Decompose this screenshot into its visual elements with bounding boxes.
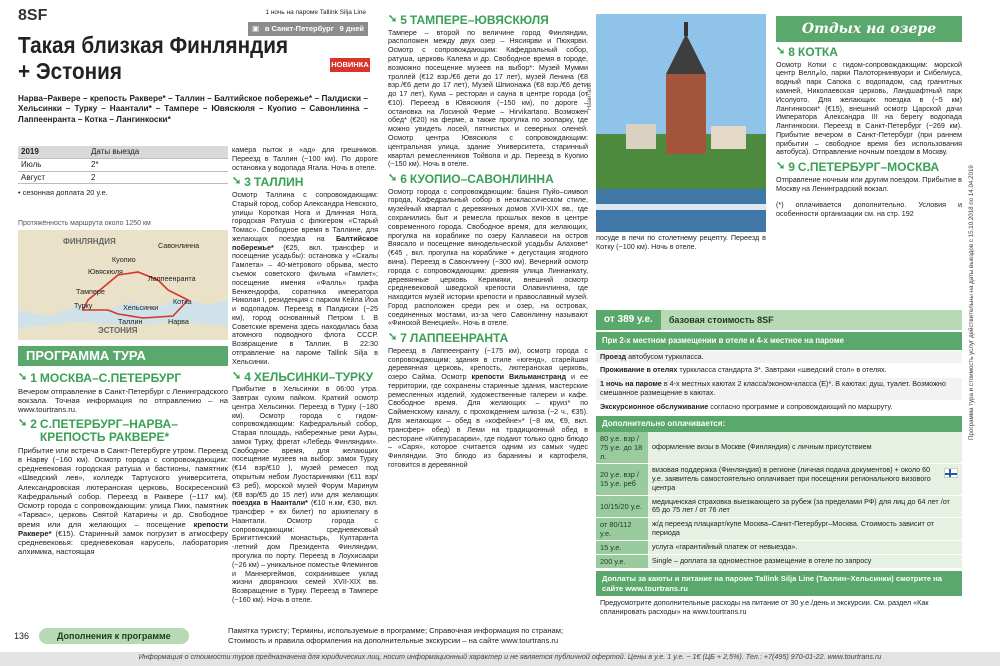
- disclaimer: Информация о стоимости туров предназначена для юридических лиц, носит информационный характер и не является публичной офертой. Цены в у.е. 1 у.е. ~ 1€ (ЦБ + 2,5%). Тел.: +7(495) 970-01-22. www.tourtrans.ru: [138, 652, 882, 661]
- price-bar: [596, 310, 962, 330]
- day-7-heading: [388, 332, 588, 345]
- day-title: КОТКА: [797, 45, 838, 59]
- included-row: [596, 364, 962, 378]
- extra-row: [596, 432, 962, 464]
- extra-desc: медицинская страховка выезжающего за рубеж (за пределами РФ) для лиц до 64 лет /от 65 до 75 лет / от 76 лет: [648, 495, 962, 518]
- map-city: Турку: [74, 301, 93, 310]
- route-length: Протяжённость маршрута около 1250 км: [18, 220, 151, 227]
- arrow-icon: ➘: [18, 371, 28, 383]
- footer-left: [14, 626, 214, 646]
- day-title: С.ПЕТЕРБУРГ–НАРВА–КРЕПОСТЬ РАКВЕРЕ*: [39, 417, 178, 444]
- extra-table: [596, 432, 962, 569]
- addons-link[interactable]: Дополнения к программе: [39, 628, 189, 645]
- map-city: Тампере: [76, 287, 105, 296]
- day-num: 1: [30, 371, 37, 385]
- day-1-heading: [18, 372, 228, 385]
- start-label: в Санкт-Петербург: [264, 24, 334, 33]
- extra-desc: [648, 464, 962, 495]
- day-num: 6: [400, 172, 407, 187]
- tour-code: 8SF: [18, 7, 48, 24]
- map-city: Куопио: [112, 255, 136, 264]
- extra-desc-text: визовая поддержка (Финляндия) в регионе (личная подача документов) + около 60 у.е. заявитель самостоятельно оплачивает при посещении регионального визового центра: [652, 465, 931, 492]
- map-finland: ФИНЛЯНДИЯ: [63, 237, 116, 246]
- day-4-text: [232, 385, 378, 605]
- ferry-note: 1 ночь на пароме Tallink Silja Line: [265, 9, 366, 16]
- day-num: 8: [788, 45, 795, 59]
- day-8-text: Осмотр Котки с гидом-сопровождающим: морской центр Веллامо, парки Палоторнинвуори и Сибелиуса, водный парк Сапока с водопадом, сад гранитных камней, Николаевская церковь, Ландшафтный парк Исолуото. Для желающих поездка в (~5 км) Лангинкоски* (€15), внешний осмотр Царской дачи Императора Александра III на берегу водопада Лангинкоски. Переезд в Санкт-Петербург (~269 км). Прибытие вечером в Санкт-Петербург (при раннем прибытии – свободное время без использования автобуса). Отправление ночным поездом в Москву.: [776, 59, 962, 157]
- extra-price: 200 у.е.: [596, 555, 648, 569]
- price-base-label: базовая стоимость 8SF: [668, 314, 774, 325]
- included-row: [596, 400, 962, 414]
- program-title: ПРОГРАММА ТУРА: [18, 346, 228, 366]
- day-6-text: Осмотр города с сопровождающим: башня Пуйо–символ города, Кафедральный собор в неоклассическом стиле, музейный квартал с деревянных домов XVII-XIX вв., где сохранились быт и ремесла прошлых веков в центре современного города. Свободное время, для желающих, прогулка на кораблике по озеру Каллавеси на остров Вяясало и посещение винодельческой усадьбы Алахове* (€45 , вкл. прогулка на кораблике + дегустация ягодного вина). Переезд в Савонлинну (~300 км). Вечерний осмотр города с сопровождающим: древняя улица Линнанкату, деревянные церковь Керимяки, внешний осмотр средневековой шведской крепости Олавинлинна, где находится музей истории крепости и православный музей. Город расположен среди рек и озер, на островах, соединенных мостами, из-за чего Савонлинну называют «Финской Венецией». Ночь в отеле.: [388, 186, 588, 328]
- title-line-1: Такая близкая Финляндия: [18, 32, 289, 58]
- title-line-2: + Эстония: [18, 58, 122, 85]
- price-from: от 389 у.е.: [596, 310, 661, 330]
- day-3-heading: [232, 176, 378, 189]
- row-value: согласно программе и сопровождающий по маршруту.: [710, 401, 893, 411]
- day-num: 9: [788, 160, 795, 175]
- paid-note: (*) оплачивается дополнительно. Условия и особенности организации см. на стр. 192: [776, 200, 962, 219]
- text: Прибытие в Хельсинки в 06:00 утра. Завтрак сухим пайком. Краткий осмотр центра Хельсинки. Переезд в Турку (~180 км). Осмотр города с гидом-сопровождающим: Кафедральный собор, Старая площадь, набережные реки Ауры, замок Турку, фрегат «Лебедь Финляндии». Свободное время, для желающих посещение музеев на выбор: замок Турку (€14 взр/€10 ), музей ремесел под открытым небом Луостаринмяки (€11 взр/€3 реб), морской музей Форум Маринум (€8 взр/€5 до 15 лет) или для желающих: [232, 384, 378, 499]
- day-num: 5: [400, 13, 407, 27]
- day-num: 2: [30, 417, 37, 432]
- text-bold: поездка в Наантали*: [232, 498, 308, 508]
- arrow-icon: ➘: [388, 13, 398, 25]
- day-4-heading: [232, 371, 378, 384]
- arrow-icon: ➘: [388, 172, 398, 185]
- extra-desc: услуга «гарантийный платеж от невыезда».: [648, 541, 962, 555]
- day-2-text: [18, 446, 228, 557]
- page-number: 136: [14, 630, 30, 641]
- map-city: Котка: [173, 297, 192, 306]
- day-1-text: Вечером отправление в Санкт-Петербург с Ленинградского вокзала. Точная информация по отправлению – на www.tourtrans.ru.: [18, 386, 228, 415]
- day-title: ТАЛЛИН: [253, 175, 304, 190]
- day-5-text: Тампере – второй по величине город Финляндии, расположен между двух озер – Нясиярви и Пюхярви. Осмотр с сопровождающим: Кафедральный собор, ратуша, церковь Калева и др. Свободное время в городе, возможно посещение музеев на выбор*: Музей Мумми троллей (€12 взр./€6 дети до 17 лет), музей Ленина (€8 взр./€6 дети до 17 лет), Музей Шпионажа (€8 взр./€6 дети до 17 лет), Кума – ресторан и сауна в центре города (от €10). Переезд в Ювяскюля (~150 км), по дороге – остановка на Лосиной Ферме – Hirvikartano. Возможен обед* (€20) на ферме, а также прогулка по зоопарку, где можно увидеть лосей, пятнистых и северных оленей. Осмотр центра Ювяскюля с сопровождающим: центральная улица, здание Университета, старинный квартал ремесленников Тойвола и др. Переезд в Куопио (~150 км). Ночь в отеле.: [388, 27, 588, 169]
- included-row: [596, 351, 962, 364]
- row-value: в 4-х местных каютах 2 класса/эконом-класса (E)*. В каютах: душ, туалет. Возможно смешанное размещение в каютах.: [600, 379, 946, 397]
- text: Осмотр Таллина с сопровождающим: Старый город, собор Александра Невского, улицы Короткая Нога и Длинная Нога, городская Ратуша с флюгером «Старый Томас». Свободное время в Таллине, для желающих поездка на: [232, 189, 378, 243]
- text-bold: крепости Раквере*: [18, 519, 228, 538]
- row-key: Экскурсионное обслуживание: [600, 401, 709, 411]
- text: (€15). Старинный замок погрузит в атмосферу средневековья: средневековая карусель, лаборатория алхимика, настоящая: [18, 528, 228, 557]
- extra-price: 10/15/20 у.е.: [596, 495, 648, 518]
- row-value: автобусом турккласса.: [628, 351, 704, 361]
- extra-price: 15 у.е.: [596, 541, 648, 555]
- day-9-text: Отправление ночным или другим поездом. Прибытие в Москву на Ленинградский вокзал.: [776, 174, 962, 193]
- arrow-icon: ➘: [232, 175, 242, 188]
- dates-col-label: Даты выезда: [88, 146, 228, 158]
- included-table: [596, 351, 962, 415]
- tour-title: [18, 32, 306, 85]
- route-map: [18, 230, 228, 340]
- extra-row: [596, 464, 962, 495]
- dates-month: Июль: [18, 158, 88, 171]
- text: (€25, вкл. трансфер и посещение усадьбы): остановка у «Скалы Гамлета» – 40-метрового обрыва, место съемок советского фильма «Гамлет»; посещение имения «Фалль» графа Бенкендорфа, соратника императора Николая I, резиденция с парком Кейла Йоа и водопадом. Переезд в Палдиски (~25 км), город основанный Петром I. В Советские времена здесь находилась база атомного подводного флота СССР. Возвращение в Таллин. В 22:30 отправление на пароме Tallink Silja в Хельсинки.: [232, 242, 378, 366]
- season-note-text: сезонная доплата 20 у.е.: [22, 188, 108, 198]
- day-7-continued: посуде в печи по столетнему рецепту. Переезд в Котку (~100 км). Ночь в отеле.: [596, 233, 766, 251]
- extra-price: 20 у.е. взр / 15 у.е. реб: [596, 464, 648, 495]
- text: и ее территории, где сохранены старинные здания, мастерские ремесленных изделий, художественные галереи и кафе. Свободное время. Для желающих – круиз* по Сайменскому каналу, с прохождением шлюза (~2 ч., €35). Для желающих – обед в «кофейне»* (~8 км, €9, вкл. трансфер+ обед) в Леми на традиционный обед в ресторане «Киппурасарви», где подают только одно блюдо – «Саря», которое считается одним из самых чудес Финляндии. Это блюдо из баранины и картофеля, готовится в деревянной: [388, 372, 588, 469]
- day-title: С.ПЕТЕРБУРГ–МОСКВА: [797, 160, 940, 175]
- dates-month: Август: [18, 171, 88, 184]
- text: Прибытие или встреча в Санкт-Петербурге утром. Переезд в Нарву (~160 км). Осмотр города с сопровождающим: средневековая городская ратуша и бастионы, памятник «Шведский лев», колледж Тартуского университета, Александровская лютеранская церковь, Воскресенский Кафедральный собор. Переезд в Раквере (~117 км). Осмотр города с сопровождающим: улица Пикк, памятник «Тарвас», церковь Святой Катарины и др. Свободное время или для желающих – посещение: [18, 445, 228, 529]
- day-6-heading: [388, 173, 588, 186]
- footer-links-line: Памятка туристу; Термины, используемые в программе; Справочная информация по странам;: [228, 626, 564, 635]
- day-5-heading: [388, 14, 588, 27]
- extra-price: 80 у.е. взр / 75 у.е. до 18 л.: [596, 432, 648, 464]
- extra-desc: оформление визы в Москве (Финляндия) с личным присутствием: [648, 432, 962, 464]
- day-3-text: [232, 191, 378, 367]
- arrow-icon: ➘: [388, 331, 398, 344]
- finland-flag-icon: [944, 468, 958, 478]
- map-city: Савонлинна: [158, 241, 200, 250]
- day-num: 4: [244, 369, 251, 384]
- day-title: ЛАППЕЕНРАНТА: [409, 331, 509, 346]
- day-num: 7: [400, 331, 407, 346]
- lake-banner: Отдых на озере: [776, 16, 962, 42]
- day-num: 3: [244, 175, 251, 190]
- day-8-heading: [776, 46, 962, 59]
- arrow-icon: ➘: [776, 160, 786, 173]
- day-2-heading: [18, 418, 228, 443]
- day-9-heading: [776, 161, 962, 174]
- dates-values: 2*: [88, 158, 228, 171]
- map-city: Ювяскюля: [88, 267, 123, 276]
- extra-row: [596, 555, 962, 569]
- meal-note: Предусмотрите дополнительные расходы на питание от 30 у.е./день и экскурсии. См. раздел «Как спланировать расходы» на www.tourtrans.ru: [600, 597, 929, 616]
- extra-row: [596, 541, 962, 555]
- dates-year: 2019: [18, 146, 88, 158]
- day-title: ХЕЛЬСИНКИ–ТУРКУ: [253, 369, 374, 384]
- arrow-icon: ➘: [232, 369, 242, 382]
- extra-price: от 80/112 у.е.: [596, 518, 648, 541]
- text: (€10 н.км, €30, вкл. трансфер + вх билет) по архипелагу в Наантали. Осмотр города с сопровождающим: средневековый Бригиттинский монастырь, Култаранта -летний дом Президента Финляндии, прогулка по порту. Переезд в Лоухисаари (~26 км) – уникальное поместье Флемингов и Маннергеймов, сохранившее уклад жизни дворянских семей XVII-XIX вв. Возвращение в Турку. Переезд в Тампере (~160 км). Ночь в отеле.: [232, 498, 378, 604]
- dates-values: 2: [88, 171, 228, 184]
- dates-table: [18, 146, 228, 197]
- row-key: Проезд: [600, 351, 627, 361]
- map-city: Лаппеенранта: [148, 274, 196, 283]
- map-estonia: ЭСТОНИЯ: [98, 326, 138, 335]
- map-city: Хельсинки: [123, 303, 159, 312]
- text-bold: Балтийское побережье*: [232, 233, 378, 252]
- map-city: Нарва: [168, 317, 189, 326]
- photo-naantali: [596, 14, 766, 232]
- validity-note: Программа тура и стоимость услуг действительны на даты выездов с 15.10.2018 по 14.04.2019: [968, 165, 975, 440]
- photo-caption-side: Наантали: [587, 82, 593, 110]
- extra-desc: Single – доплата за одноместное размещение в отеле по запросу: [648, 555, 962, 569]
- train-icon: ▣: [252, 24, 260, 33]
- extra-desc: ж/д переезд плацкарт/купе Москва–Санкт-Петербург–Москва. Стоимость зависит от периода: [648, 518, 962, 541]
- route-line: Нарва–Раквере – крепость Раквере* – Таллин – Балтийское побережье* – Палдиски – Хельсинки – Турку – Наантали* – Тампере – Ювяскюля – Куопио – Савонлинна – Лаппеенранта – Котка – Лангинкоски*: [18, 94, 368, 124]
- arrow-icon: ➘: [18, 417, 28, 430]
- text-bold: крепости Вильманстранд: [471, 372, 567, 382]
- arrow-icon: ➘: [776, 45, 786, 57]
- row-key: 1 ночь на пароме: [600, 379, 662, 389]
- ferry-meals-note: Доплаты за каюты и питание на пароме Tallink Silja Line (Таллин–Хельсинки) смотрите на сайте www.tourtrans.ru: [596, 571, 962, 596]
- map-city: Таллин: [118, 317, 143, 326]
- extra-row: [596, 518, 962, 541]
- text: Переезд в Лаппеенранту (~175 км), осмотр города с сопровождающим: здания в стиле «югенд», старейшая деревянная церковь, крепость, лютеранская церковь, озеро Сайма. Осмотр: [388, 345, 588, 382]
- row-key: Проживание в отелях: [600, 365, 678, 375]
- footer-links: [228, 626, 648, 646]
- church-photo-svg: [596, 14, 766, 232]
- day-2-continued: камера пыток и «ад» для грешников. Переезд в Таллин (~100 км). По дороге остановка у водопада Ягала. Ночь в отеле.: [232, 145, 378, 172]
- new-badge: НОВИНКА: [330, 58, 370, 72]
- season-note: • сезонная доплата 20 у.е.: [18, 188, 108, 198]
- extra-row: [596, 495, 962, 518]
- day-title: КУОПИО–САВОНЛИННА: [409, 172, 554, 187]
- extra-title: Дополнительно оплачивается:: [596, 416, 962, 432]
- accommodation-note: При 2-х местном размещении в отеле и 4-х местное на пароме: [596, 332, 962, 350]
- days-label: 9 дней: [339, 24, 364, 33]
- included-row: [596, 378, 962, 401]
- day-title: ТАМПЕРЕ–ЮВЯСКЮЛЯ: [409, 13, 549, 27]
- day-7-text: [388, 347, 588, 470]
- row-value: турккласса стандарта 3*. Завтраки «шведский стол» в отелях.: [679, 365, 887, 375]
- day-title: МОСКВА–С.ПЕТЕРБУРГ: [39, 371, 182, 385]
- footer-links-line: Стоимость и правила оформления на дополнительные экскурсии – на сайте www.tourtrans.ru: [228, 635, 559, 645]
